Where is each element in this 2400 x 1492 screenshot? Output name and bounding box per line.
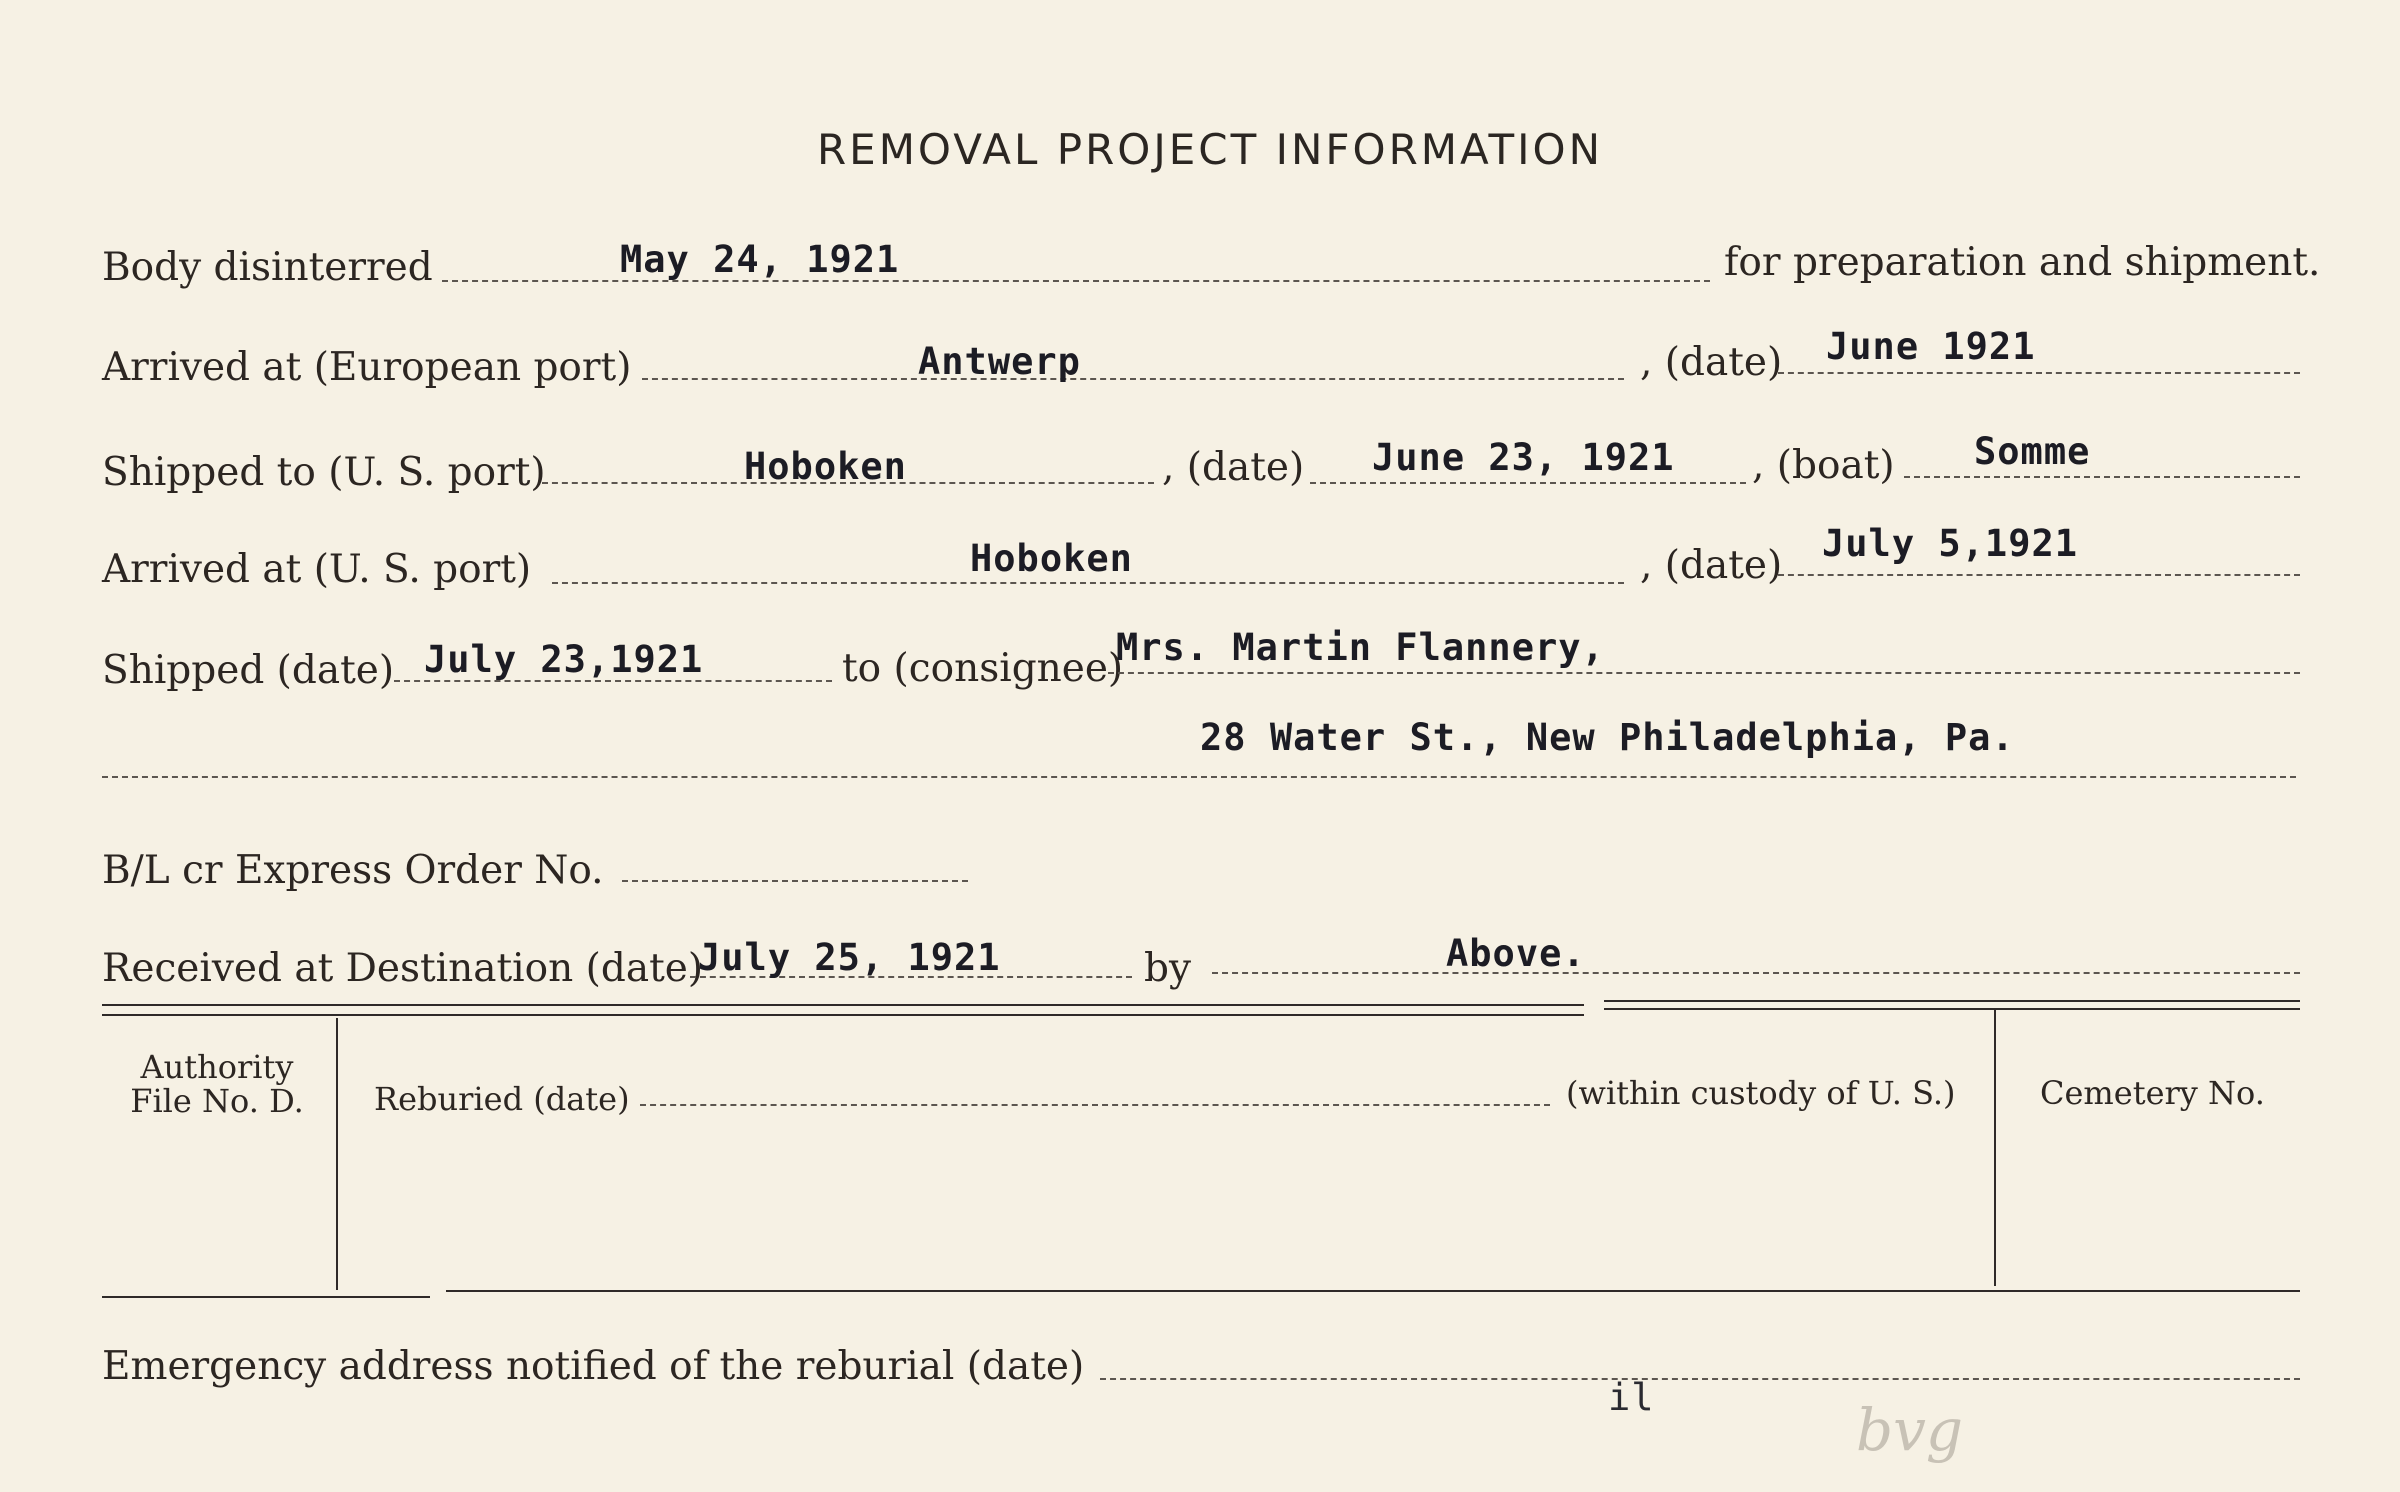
bl-express-order-line xyxy=(622,880,968,882)
received-by-line xyxy=(1212,972,2300,974)
received-destination-label: Received at Destination (date) xyxy=(102,946,704,991)
table-bottom-rule-right xyxy=(446,1290,2300,1292)
consignee-name-value: Mrs. Martin Flannery, xyxy=(1116,626,1605,669)
reburied-date-label: Reburied (date) xyxy=(374,1080,630,1118)
card-title: REMOVAL PROJECT INFORMATION xyxy=(816,125,1604,174)
boat-label: , (boat) xyxy=(1752,443,1895,488)
received-by-value: Above. xyxy=(1446,932,1586,975)
cemetery-no-label: Cemetery No. xyxy=(2040,1074,2265,1112)
table-bottom-rule-left xyxy=(102,1296,430,1298)
table-divider-right xyxy=(1994,1010,1996,1286)
table-divider-left xyxy=(336,1018,338,1290)
arrived-us-date-line xyxy=(1778,574,2300,576)
shipped-final-date-value: July 23,1921 xyxy=(424,638,704,681)
arrived-us-date-label: , (date) xyxy=(1640,543,1783,588)
body-disinterred-label: Body disinterred xyxy=(102,245,433,290)
shipped-date-label: , (date) xyxy=(1162,445,1305,490)
shipped-final-date-label: Shipped (date) xyxy=(102,648,395,693)
shipped-date-line xyxy=(1310,482,1746,484)
european-port-line xyxy=(642,378,1624,380)
european-port-date-label: , (date) xyxy=(1640,340,1783,385)
boat-line xyxy=(1904,476,2300,478)
typist-initials: il xyxy=(1608,1376,1655,1419)
section-rule-top xyxy=(102,1004,1584,1006)
custody-label: (within custody of U. S.) xyxy=(1566,1074,1956,1112)
european-port-date-value: June 1921 xyxy=(1826,325,2036,368)
address-line xyxy=(102,776,2296,778)
arrived-us-port-value: Hoboken xyxy=(970,537,1133,580)
consignee-label: to (consignee) xyxy=(842,646,1124,691)
received-date-value: July 25, 1921 xyxy=(698,936,1001,979)
shipped-us-port-value: Hoboken xyxy=(744,445,907,488)
shipped-date-value: June 23, 1921 xyxy=(1372,436,1675,479)
european-port-value: Antwerp xyxy=(918,340,1081,383)
shipped-us-port-label: Shipped to (U. S. port) xyxy=(102,450,546,495)
european-port-label: Arrived at (European port) xyxy=(102,345,632,390)
emergency-address-line xyxy=(1100,1378,2300,1380)
arrived-us-port-label: Arrived at (U. S. port) xyxy=(102,547,532,592)
received-by-label: by xyxy=(1144,946,1191,991)
reburied-date-line xyxy=(640,1104,1550,1106)
arrived-us-port-line xyxy=(552,582,1624,584)
consignee-address-value: 28 Water St., New Philadelphia, Pa. xyxy=(1200,716,2015,759)
arrived-us-date-value: July 5,1921 xyxy=(1822,522,2079,565)
authority-file-label: Authority File No. D. xyxy=(130,1048,304,1120)
consignee-line xyxy=(1108,672,2300,674)
preparation-shipment-label: for preparation and shipment. xyxy=(1724,240,2321,285)
emergency-address-label: Emergency address notified of the reburial (date) xyxy=(102,1344,1085,1389)
section-rule-bottom xyxy=(102,1014,1584,1016)
european-port-date-line xyxy=(1778,372,2300,374)
section-rule-bottom-right xyxy=(1604,1008,2300,1010)
body-disinterred-value: May 24, 1921 xyxy=(620,238,900,281)
pencil-notation: bvg xyxy=(1856,1396,1964,1464)
boat-value: Somme xyxy=(1974,430,2091,473)
bl-express-order-label: B/L cr Express Order No. xyxy=(102,848,604,893)
section-rule-top-right xyxy=(1604,1000,2300,1002)
